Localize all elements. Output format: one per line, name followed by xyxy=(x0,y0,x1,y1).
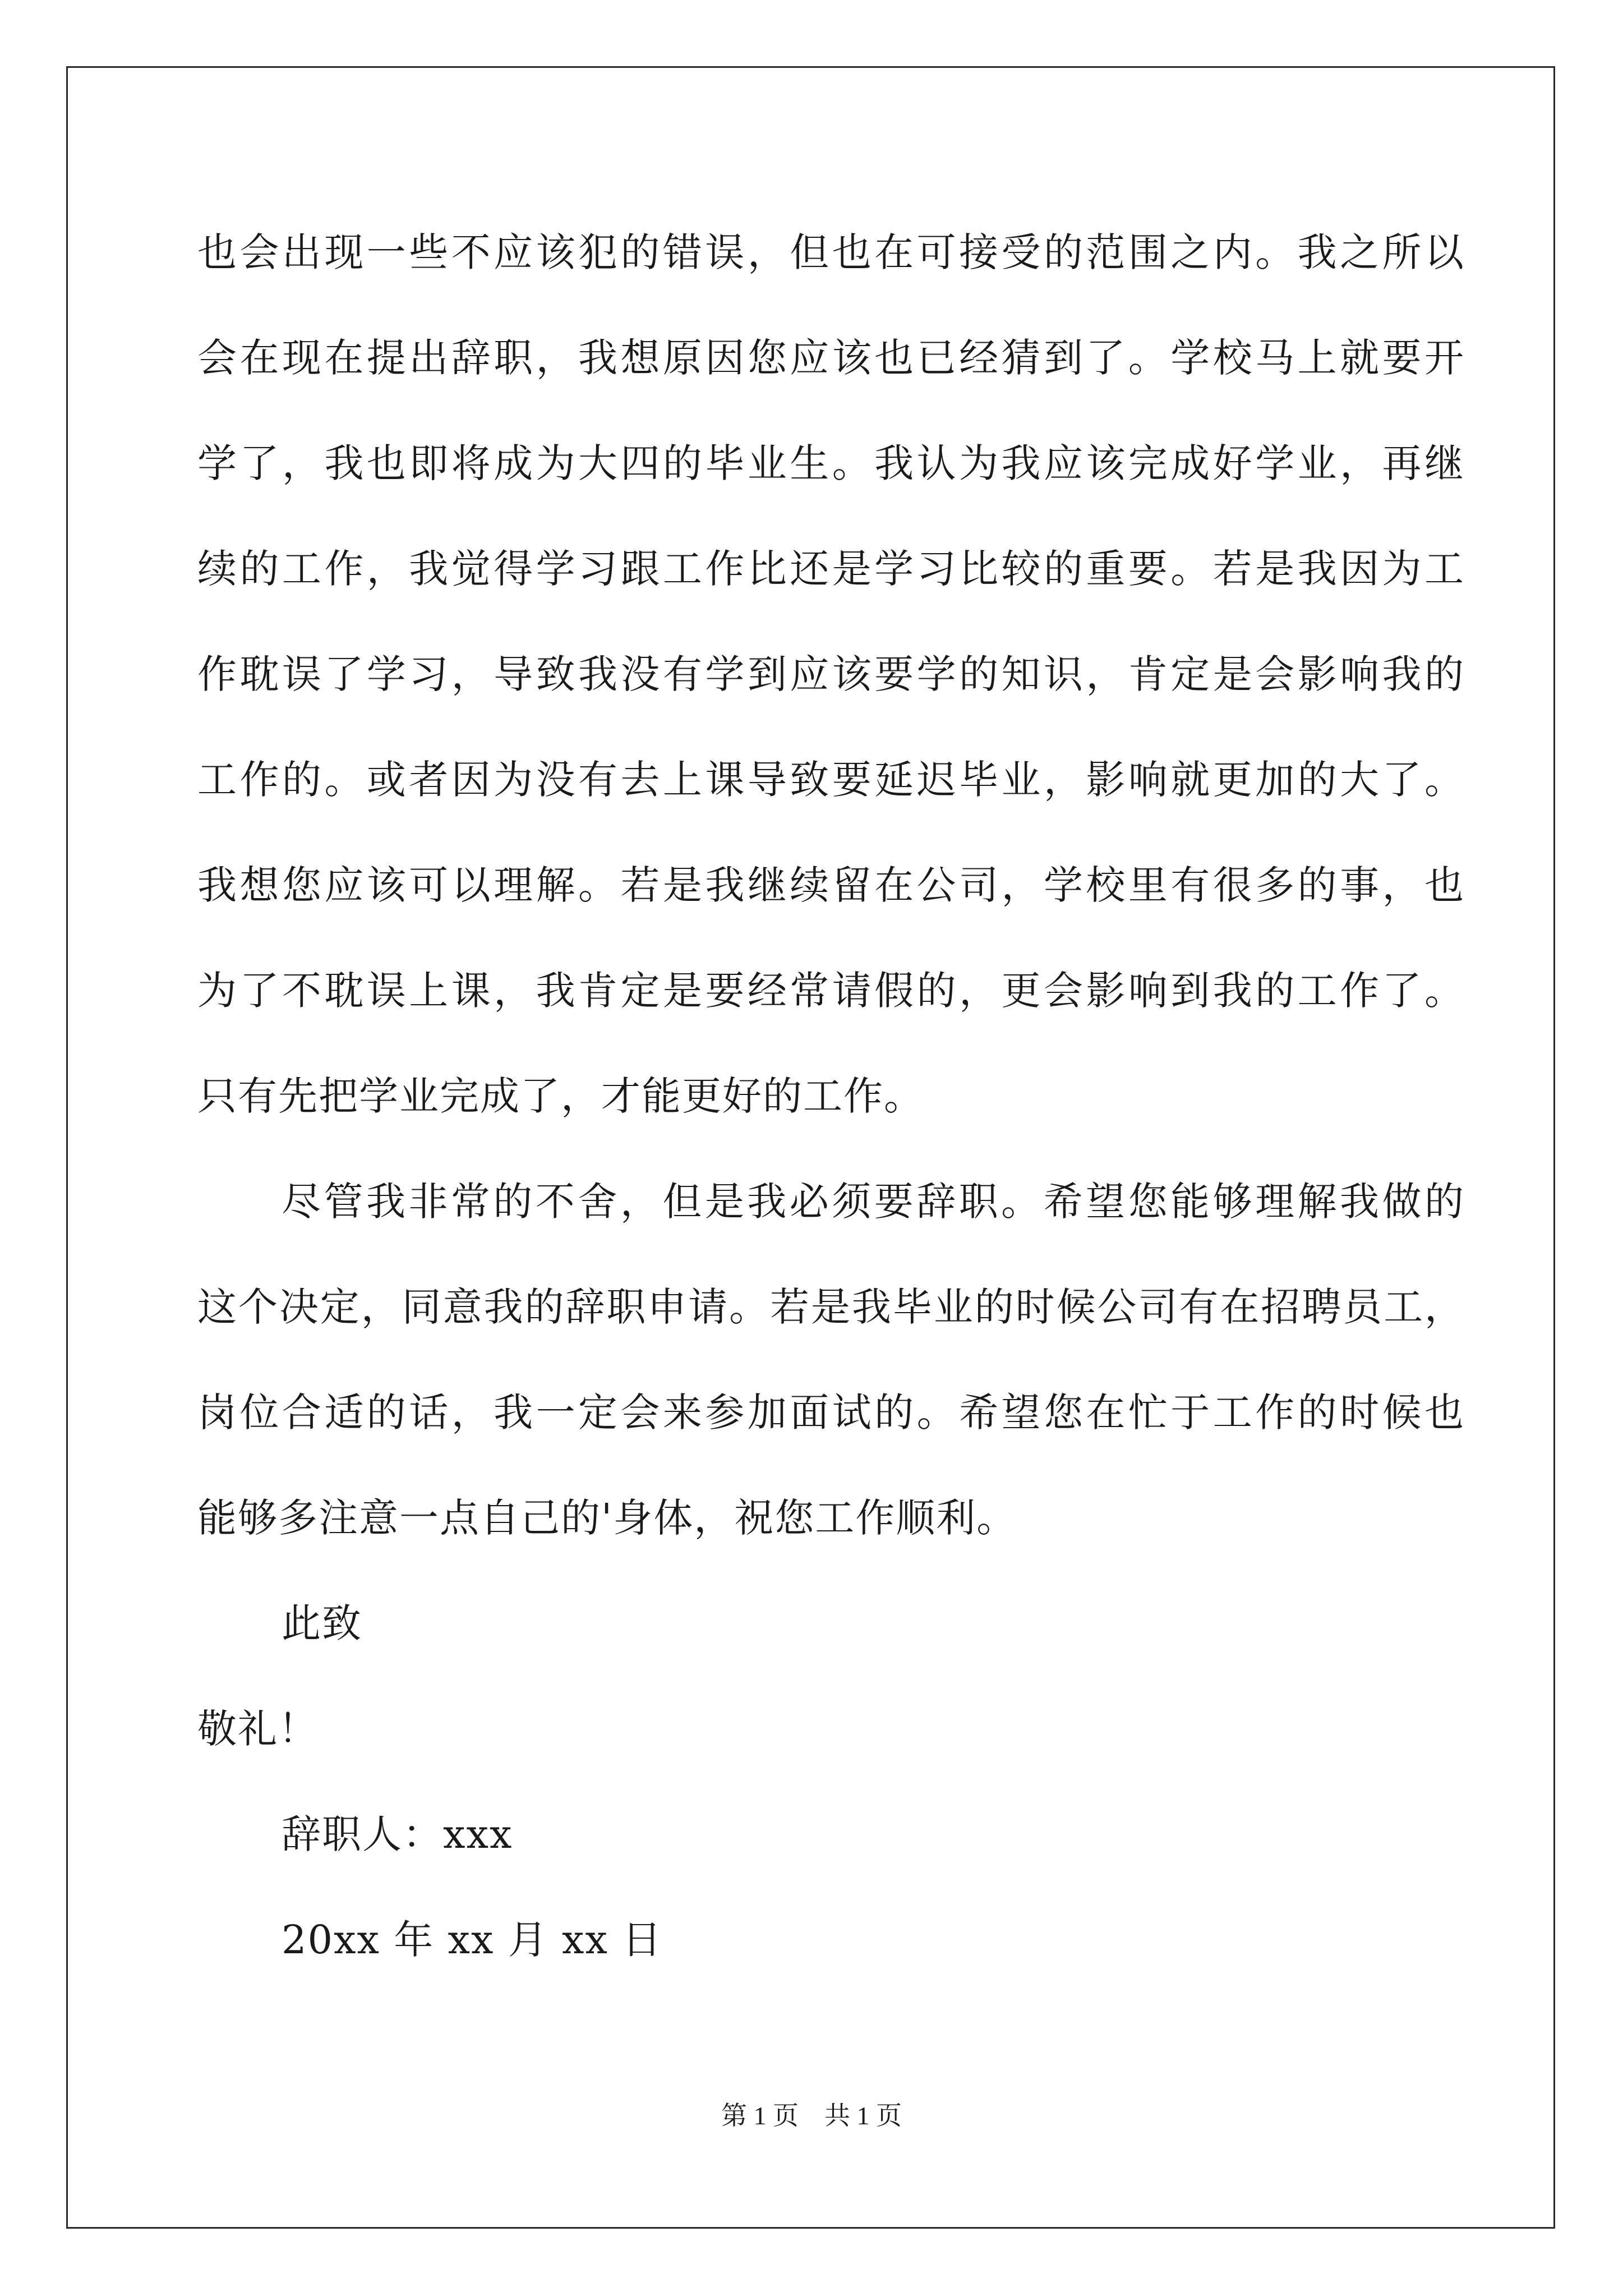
date-line: 20xx 年 xx 月 xx 日 xyxy=(282,1917,663,1963)
body-line-10: 尽管我非常的不舍，但是我必须要辞职。希望您能够理解我做的 xyxy=(282,1179,1465,1225)
body-line-8: 为了不耽误上课，我肯定是要经常请假的，更会影响到我的工作了。 xyxy=(197,968,1465,1014)
body-line-3: 学了，我也即将成为大四的毕业生。我认为我应该完成好学业，再继 xyxy=(197,440,1465,486)
closing-salute: 敬礼！ xyxy=(197,1706,319,1752)
page-footer: 第 1 页 共 1 页 xyxy=(721,2101,902,2130)
body-line-2: 会在现在提出辞职，我想原因您应该也已经猜到了。学校马上就要开 xyxy=(197,335,1465,381)
closing-greeting: 此致 xyxy=(282,1600,362,1646)
body-line-1: 也会出现一些不应该犯的错误，但也在可接受的范围之内。我之所以 xyxy=(197,229,1465,275)
body-line-4: 续的工作，我觉得学习跟工作比还是学习比较的重要。若是我因为工 xyxy=(197,546,1465,592)
body-line-5: 作耽误了学习，导致我没有学到应该要学的知识，肯定是会影响我的 xyxy=(197,651,1465,697)
body-line-11: 这个决定，同意我的辞职申请。若是我毕业的时候公司有在招聘员工， xyxy=(197,1284,1465,1330)
body-line-6: 工作的。或者因为没有去上课导致要延迟毕业，影响就更加的大了。 xyxy=(197,757,1465,803)
body-line-7: 我想您应该可以理解。若是我继续留在公司，学校里有很多的事，也 xyxy=(197,862,1465,908)
signer-line: 辞职人：xxx xyxy=(282,1811,513,1857)
body-line-13: 能够多注意一点自己的'身体，祝您工作顺利。 xyxy=(197,1495,1017,1541)
page-border xyxy=(66,66,1555,2229)
body-line-12: 岗位合适的话，我一定会来参加面试的。希望您在忙于工作的时候也 xyxy=(197,1389,1465,1435)
body-line-9: 只有先把学业完成了，才能更好的工作。 xyxy=(197,1073,924,1119)
